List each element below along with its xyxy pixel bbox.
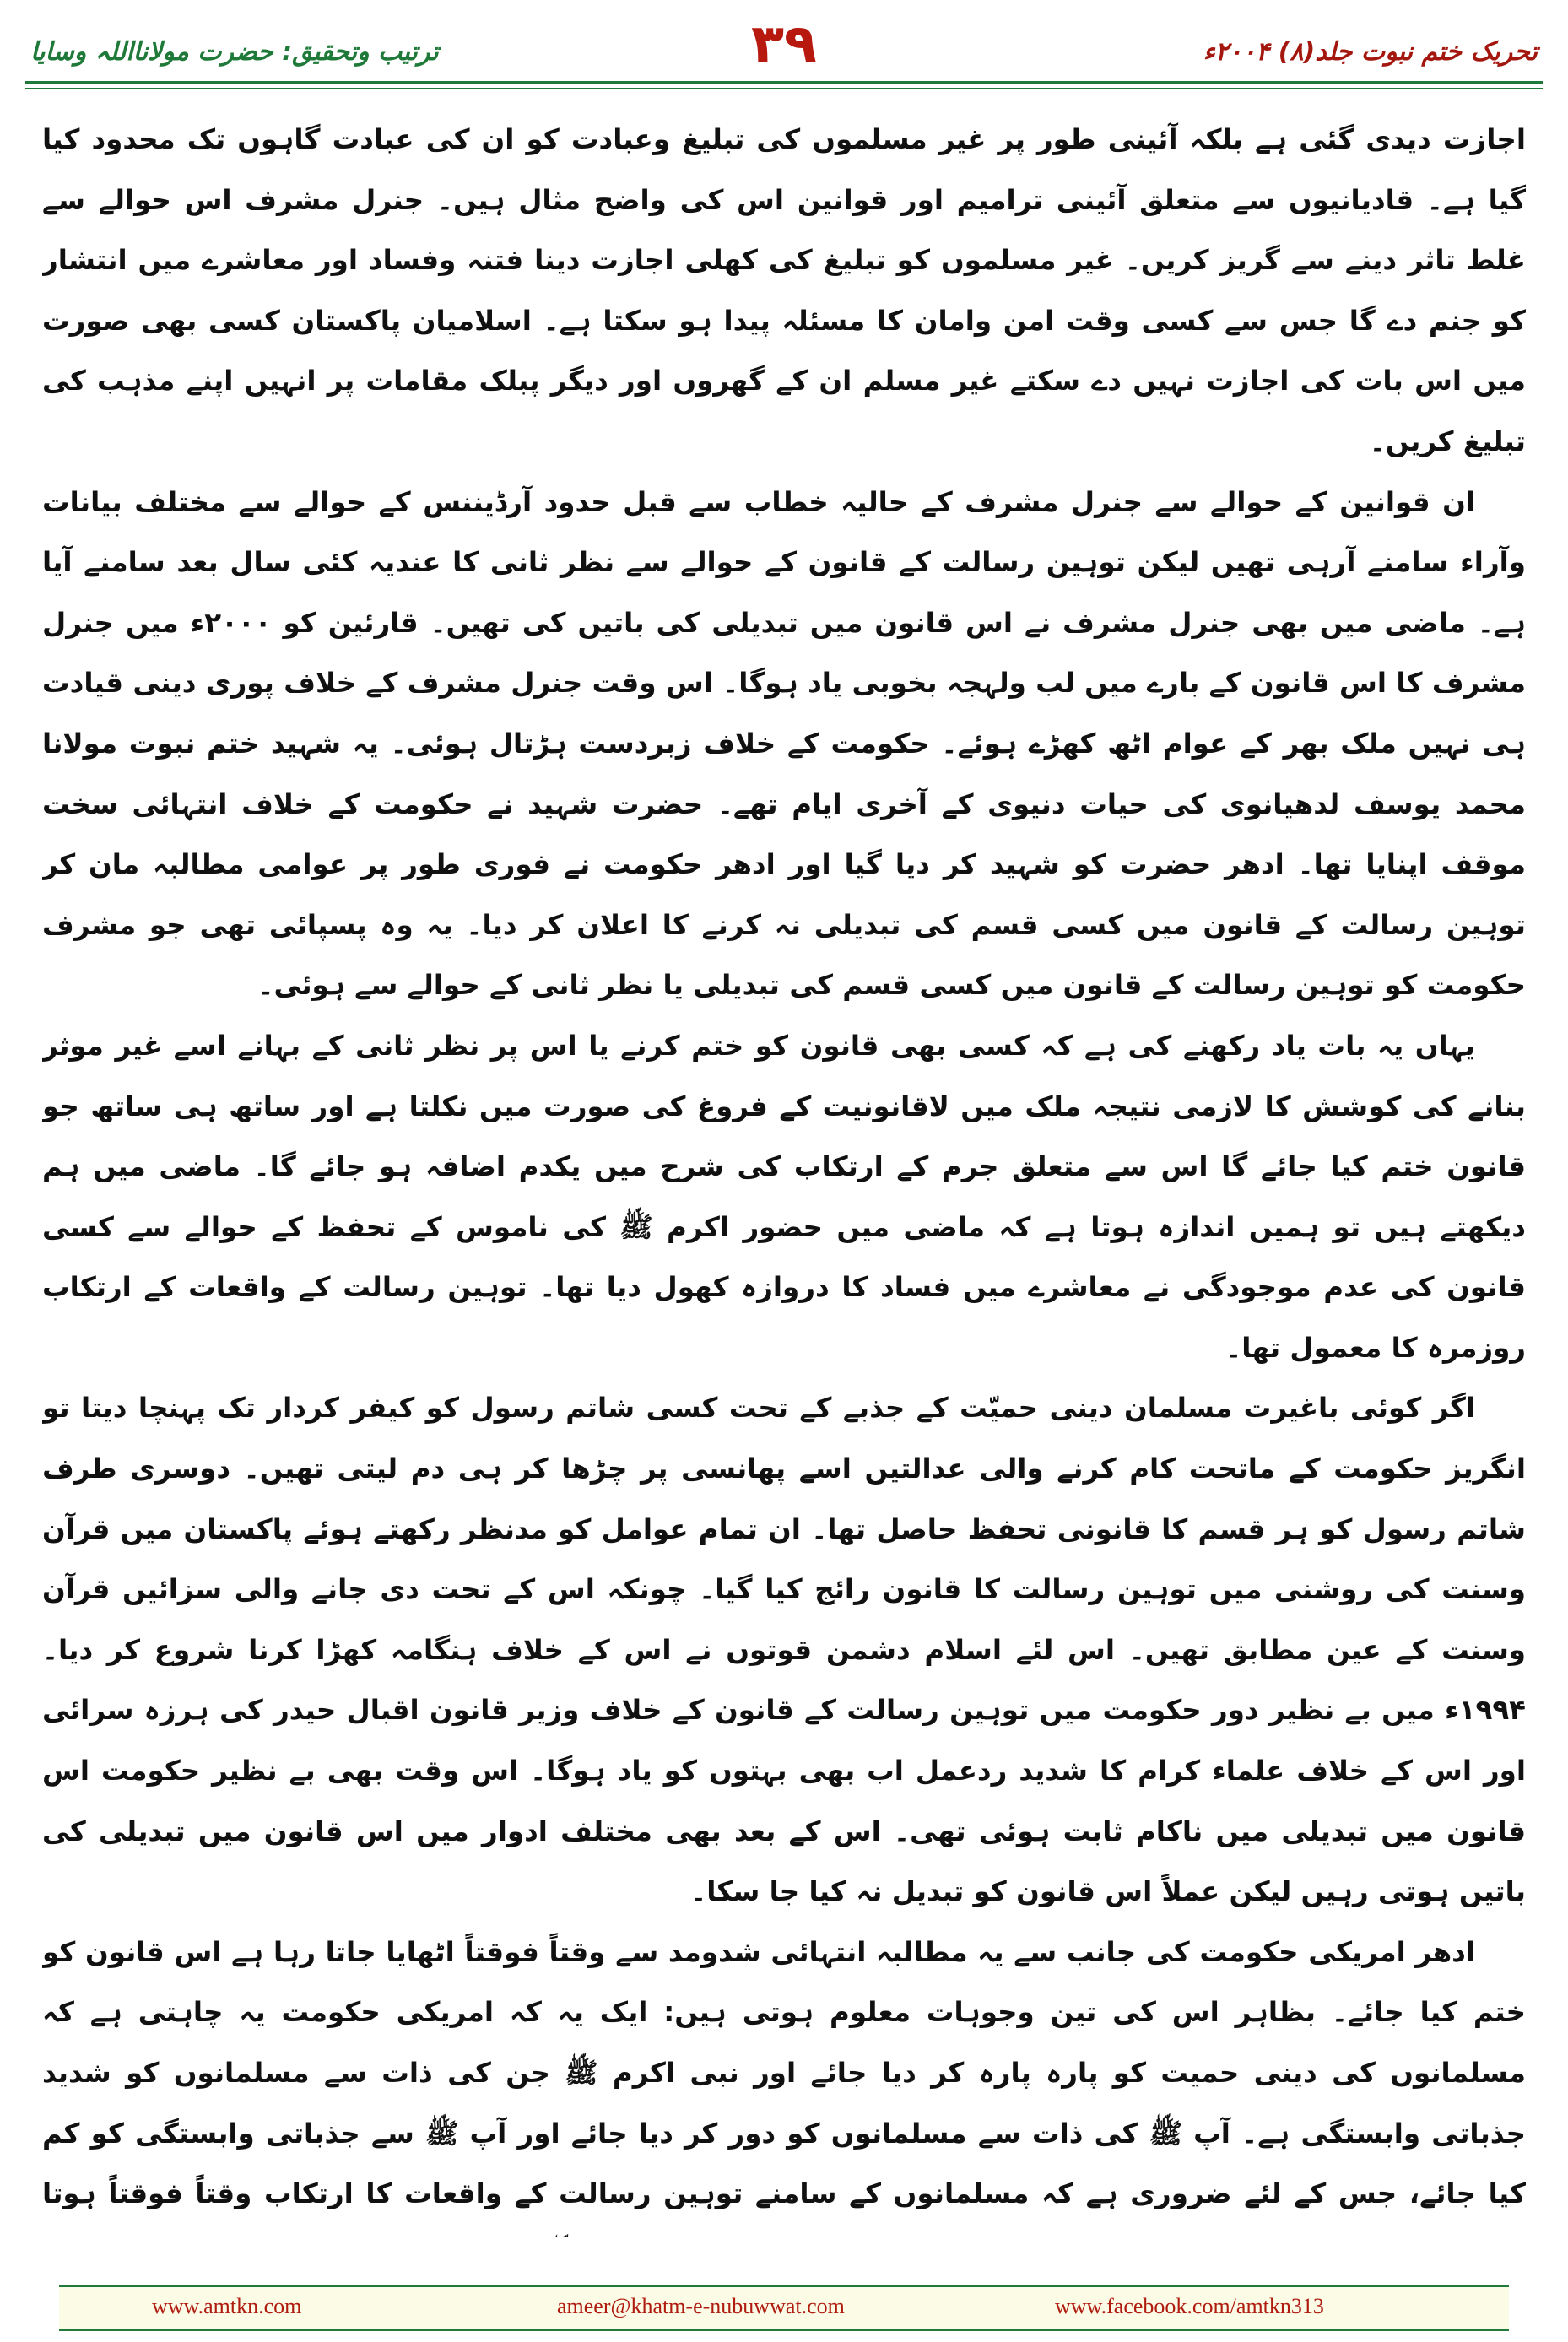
header-rule-thick (25, 81, 1543, 84)
paragraph-1: اجازت دیدی گئی ہے بلکہ آئینی طور پر غیر مسلموں کی تبلیغ وعبادت کو ان کی عبادت گاہوں تک محدود کیا گیا ہے۔ قادیانیوں سے متعلق آئینی ترامیم اور قوانین اس کی واضح مثال ہیں۔ جنرل مشرف اس حوالے سے غلط تاثر دینے سے گریز کریں۔ غیر مسلموں کو تبلیغ کی کھلی اجازت دینا فتنہ وفساد اور معاشرے میں انتشار کو جنم دے گا جس سے کسی وقت امن وامان کا مسئلہ پیدا ہو سکتا ہے۔ اسلامیان پاکستان کسی بھی صورت میں اس بات کی اجازت نہیں دے سکتے غیر مسلم ان کے گھروں اور دیگر پبلک مقامات پر انہیں اپنے مذہب کی تبلیغ کریں۔ (42, 123, 1526, 457)
compiler-credit (30, 37, 439, 67)
paragraph-2: ان قوانین کے حوالے سے جنرل مشرف کے حالیہ خطاب سے قبل حدود آرڈیننس کے حوالے سے مختلف بیانات وآراء سامنے آرہی تھیں لیکن توہین رسالت کے قانون کے حوالے سے نظر ثانی کا عندیہ کئی سال بعد سامنے آیا ہے۔ ماضی میں بھی جنرل مشرف نے اس قانون میں تبدیلی کی باتیں کی تھیں۔ قارئین کو ۲۰۰۰ء میں جنرل مشرف کا اس قانون کے بارے میں لب ولہجہ بخوبی یاد ہوگا۔ اس وقت جنرل مشرف کے خلاف پوری دینی قیادت ہی نہیں ملک بھر کے عوام اٹھ کھڑے ہوئے۔ حکومت کے خلاف زبردست ہڑتال ہوئی۔ یہ شہید ختم نبوت مولانا محمد یوسف لدھیانوی کی حیات دنیوی کے آخری ایام تھے۔ حضرت شہید نے حکومت کے خلاف انتہائی سخت موقف اپنایا تھا۔ ادھر حضرت کو شہید کر دیا گیا اور ادھر حکومت نے فوری طور پر عوامی مطالبہ مان کر توہین رسالت کے قانون میں کسی قسم کی تبدیلی نہ کرنے کا اعلان کر دیا۔ یہ وہ پسپائی تھی جو مشرف حکومت کو توہین رسالت کے قانون میں کسی قسم کی تبدیلی یا نظر ثانی کے حوالے سے ہوئی۔ (42, 485, 1526, 1002)
article-body (42, 110, 1526, 2237)
book-title: تحریک ختم نبوت جلد(۸) ۲۰۰۴ء (1203, 37, 1538, 67)
paragraph-3: یہاں یہ بات یاد رکھنے کی ہے کہ کسی بھی قانون کو ختم کرنے یا اس پر نظر ثانی کے بہانے اسے غیر موثر بنانے کی کوشش کا لازمی نتیجہ ملک میں لاقانونیت کے فروغ کی صورت میں نکلتا ہے اور ساتھ ہی ساتھ جو قانون ختم کیا جائے گا اس سے متعلق جرم کے ارتکاب کی شرح میں یکدم اضافہ ہو جائے گا۔ ماضی میں ہم دیکھتے ہیں تو ہمیں اندازہ ہوتا ہے کہ ماضی میں حضور اکرم ﷺ کی ناموس کے تحفظ کے حوالے سے کسی قانون کی عدم موجودگی نے معاشرے میں فساد کا دروازہ کھول دیا تھا۔ توہین رسالت کے واقعات کے ارتکاب روزمرہ کا معمول تھا۔ (42, 1029, 1526, 1364)
paragraph-4: اگر کوئی باغیرت مسلمان دینی حمیّت کے جذبے کے تحت کسی شاتم رسول کو کیفر کردار تک پہنچا دیتا تو انگریز حکومت کے ماتحت کام کرنے والی عدالتیں اسے پھانسی پر چڑھا کر ہی دم لیتی تھیں۔ دوسری طرف شاتم رسول کو ہر قسم کا قانونی تحفظ حاصل تھا۔ ان تمام عوامل کو مدنظر رکھتے ہوئے پاکستان میں قرآن وسنت کی روشنی میں توہین رسالت کا قانون رائج کیا گیا۔ چونکہ اس کے تحت دی جانے والی سزائیں قرآن وسنت کے عین مطابق تھیں۔ اس لئے اسلام دشمن قوتوں نے اس کے خلاف ہنگامہ کھڑا کرنا شروع کر دیا۔ ۱۹۹۴ء میں بے نظیر دور حکومت میں توہین رسالت کے قانون کے خلاف وزیر قانون اقبال حیدر کی ہرزہ سرائی اور اس کے خلاف علماء کرام کا شدید ردعمل اب بھی بہتوں کو یاد ہوگا۔ اس وقت بھی بے نظیر حکومت اس قانون میں تبدیلی میں ناکام ثابت ہوئی تھی۔ اس کے بعد بھی مختلف ادوار میں اس قانون میں تبدیلی کی باتیں ہوتی رہیں لیکن عملاً اس قانون کو تبدیل نہ کیا جا سکا۔ (42, 1392, 1526, 1908)
page-footer (0, 2279, 1568, 2342)
compiler-name: حضرت مولانااللہ وسایا (30, 37, 273, 67)
email-link[interactable]: ameer@khatm-e-nubuwwat.com (557, 2294, 845, 2318)
facebook-link[interactable]: www.facebook.com/amtkn313 (1055, 2294, 1324, 2318)
header-rule-thin (25, 88, 1543, 89)
website-link[interactable]: www.amtkn.com (152, 2294, 302, 2318)
paragraph-5: ادھر امریکی حکومت کی جانب سے یہ مطالبہ انتہائی شدومد سے وقتاً فوقتاً اٹھایا جاتا رہا ہے اس قانون کو ختم کیا جائے۔ بظاہر اس کی تین وجوہات معلوم ہوتی ہیں: ایک یہ کہ امریکی حکومت یہ چاہتی ہے کہ مسلمانوں کی دینی حمیت کو پارہ پارہ کر دیا جائے اور نبی اکرم ﷺ جن کی ذات سے مسلمانوں کو شدید جذباتی وابستگی ہے۔ آپ ﷺ کی ذات سے مسلمانوں کو دور کر دیا جائے اور آپ ﷺ سے جذباتی وابستگی کو کم کیا جائے، جس کے لئے ضروری ہے کہ مسلمانوں کے سامنے توہین رسالت کے واقعات کا ارتکاب وقتاً فوقتاً ہوتا (42, 1935, 1526, 2210)
page-header (0, 0, 1568, 93)
compiler-label: ترتیب وتحقیق: (282, 37, 439, 67)
page-number: ۳۹ (750, 14, 818, 76)
